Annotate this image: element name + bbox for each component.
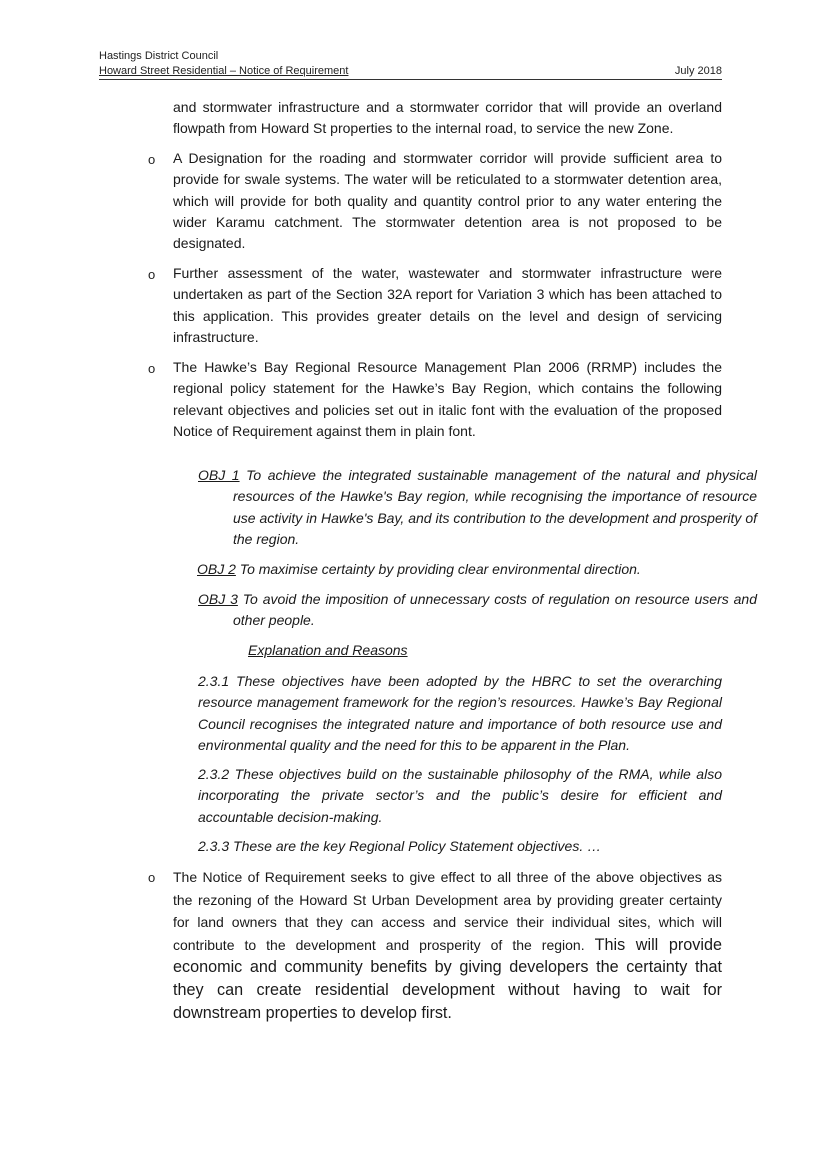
bullet-marker: o	[148, 361, 156, 376]
bullet-further-assessment: Further assessment of the water, wastewater and stormwater infrastructure were undertaken as part of the Section 32A report for Variation 3 which has been attached to this application. This provides greater details on the level and design of servicing infrastructure.	[173, 265, 722, 345]
header-date: July 2018	[674, 65, 722, 77]
final-bullet-part1: The Notice of Requirement seeks to give effect to all three of the above objectives as the rezoning of the Howard St Urban Development area by providing greater certainty for land owners that they can access and service their individual sites, which will contribute to the development and prosperity of the region.	[173, 869, 722, 953]
explanation-heading: Explanation and Reasons	[248, 642, 408, 658]
objective-1-text: To achieve the integrated sustainable management of the natural and physical resources of the Hawke's Bay region, while recognising the importance of resource use activity in Hawke's Bay, and its contribution to the development and prosperity of the region.	[233, 467, 758, 547]
objective-3	[198, 589, 757, 632]
explanation-2-3-1: 2.3.1 These objectives have been adopted by the HBRC to set the overarching resource management framework for the region’s resources. Hawke’s Bay Regional Council recognises the integrated nature and importance of both resource use and environmental quality and the need for this to be apparent in the Plan.	[198, 673, 722, 753]
header-title: Howard Street Residential – Notice of Requirement	[99, 65, 349, 77]
final-bullet-part2: This will provide economic and community benefits by giving developers the certainty that they can create residential development without having to wait for downstream properties to develop first.	[173, 935, 722, 1022]
explanation-2-3-3: 2.3.3 These are the key Regional Policy Statement objectives. …	[198, 838, 602, 854]
bullet-rrmp: The Hawke’s Bay Regional Resource Management Plan 2006 (RRMP) includes the regional policy statement for the Hawke’s Bay Region, which contains the following relevant objectives and policies set out in italic font with the evaluation of the proposed Notice of Requirement against them in plain font.	[173, 359, 722, 439]
header-organization: Hastings District Council	[99, 50, 219, 62]
objective-2	[197, 559, 756, 580]
explanation-2-3-2: 2.3.2 These objectives build on the sustainable philosophy of the RMA, while also incorporating the private sector’s and the public’s desire for efficient and accountable decision-making.	[198, 766, 722, 825]
objective-1-label: OBJ 1	[198, 467, 240, 483]
objective-3-label: OBJ 3	[198, 591, 238, 607]
bullet-final	[173, 866, 722, 1024]
bullet-marker: o	[148, 267, 156, 282]
objective-3-text: To avoid the imposition of unnecessary costs of regulation on resource users and other people.	[233, 591, 757, 629]
bullet-marker: o	[148, 152, 156, 167]
continuation-paragraph: and stormwater infrastructure and a stormwater corridor that will provide an overland flowpath from Howard St properties to the internal road, to service the new Zone.	[173, 99, 722, 137]
bullet-marker: o	[148, 870, 156, 885]
objective-1	[198, 465, 757, 550]
objective-2-label: OBJ 2	[197, 561, 236, 577]
bullet-designation: A Designation for the roading and stormwater corridor will provide sufficient area to provide for swale systems. The water will be reticulated to a stormwater detention area, which will provide for both quality and quantity control prior to any water entering the wider Karamu catchment. The stormwater detention area is not proposed to be designated.	[173, 150, 722, 252]
header-line	[99, 64, 722, 80]
objective-2-text: To maximise certainty by providing clear environmental direction.	[235, 561, 641, 577]
